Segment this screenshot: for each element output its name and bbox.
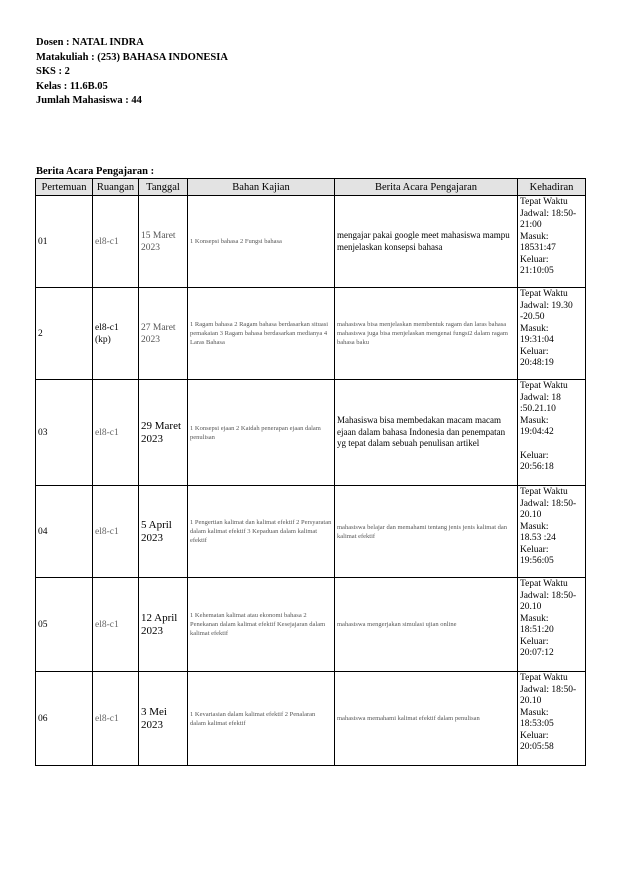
cell-tanggal: 29 Maret 2023	[139, 380, 188, 486]
cell-bahan-kajian: 1 Kehematan kalimat atau ekonomi bahasa 2 Penekanan dalam kalimat efektif Kesejajaran dalam kalimat efektif	[188, 578, 335, 672]
cell-kehadiran	[518, 486, 586, 578]
cell-tanggal: 15 Maret 2023	[139, 196, 188, 288]
cell-berita-acara: mahasiswa memahami kalimat efektif dalam penulisan	[335, 672, 518, 766]
kehadiran-masuk-label: Masuk:	[520, 707, 549, 718]
cell-tanggal: 3 Mei 2023	[139, 672, 188, 766]
col-header-pertemuan: Pertemuan	[36, 179, 93, 196]
kehadiran-keluar-label: Keluar:	[520, 450, 549, 461]
kehadiran-keluar-time: 19:56:05	[520, 556, 554, 566]
table-row	[36, 196, 586, 288]
kehadiran-status: Tepat Waktu	[520, 579, 568, 589]
dosen-line: Dosen : NATAL INDRA	[36, 37, 144, 48]
kehadiran-status: Tepat Waktu	[520, 487, 568, 497]
table-row	[36, 578, 586, 672]
berita-acara-table	[35, 178, 586, 766]
kehadiran-masuk-label: Masuk:	[520, 521, 549, 532]
cell-berita-acara: mahasiswa bisa menjelaskan membentuk ragam dan laras bahasa mahasiswa juga bisa menjelaskan mengenai fungsi2 dalam ragam bahasa baku	[335, 288, 518, 380]
cell-ruangan: el8-c1	[93, 672, 139, 766]
cell-bahan-kajian: 1 Ragam bahasa 2 Ragam bahasa berdasarkan situasi pemakaian 3 Ragam bahasa berdasarkan medianya 4 Laras Bahasa	[188, 288, 335, 380]
kehadiran-jadwal: Jadwal: 18:50-20.10	[520, 684, 577, 706]
kehadiran-status: Tepat Waktu	[520, 197, 568, 207]
kehadiran-masuk-time: 18531:47	[520, 243, 556, 253]
cell-ruangan: el8-c1	[93, 380, 139, 486]
cell-berita-acara: mengajar pakai google meet mahasiswa mampu menjelaskan konsepsi bahasa	[335, 196, 518, 288]
col-header-kehadiran: Kehadiran	[518, 179, 586, 196]
col-header-tanggal: Tanggal	[139, 179, 188, 196]
kehadiran-masuk-label: Masuk:	[520, 613, 549, 624]
table-row	[36, 288, 586, 380]
cell-tanggal: 5 April 2023	[139, 486, 188, 578]
table-header-row	[36, 179, 586, 196]
cell-tanggal: 12 April 2023	[139, 578, 188, 672]
document-header	[36, 36, 228, 109]
cell-kehadiran	[518, 672, 586, 766]
cell-kehadiran	[518, 578, 586, 672]
table-row	[36, 486, 586, 578]
cell-berita-acara: Mahasiswa bisa membedakan macam macam ejaan dalam bahasa Indonesia dan penempatan yg tepat dalam sebuah penulisan artikel	[335, 380, 518, 486]
col-header-ruangan: Ruangan	[93, 179, 139, 196]
kehadiran-keluar-time: 20:48:19	[520, 358, 554, 368]
kehadiran-masuk-time: 18:51:20	[520, 625, 554, 635]
kehadiran-masuk-label: Masuk:	[520, 323, 549, 334]
cell-ruangan: el8-c1	[93, 578, 139, 672]
kehadiran-jadwal: Jadwal: 18:50-20.10	[520, 590, 577, 612]
cell-bahan-kajian: 1 Pengertian kalimat dan kalimat efektif 2 Persyaratan dalam kalimat efektif 3 Kepaduan dalam kalimat efektif	[188, 486, 335, 578]
kehadiran-masuk-label: Masuk:	[520, 231, 549, 242]
cell-bahan-kajian: 1 Konsepsi ejaan 2 Kaidah penerapan ejaan dalam penulisan	[188, 380, 335, 486]
section-title: Berita Acara Pengajaran :	[36, 166, 155, 177]
cell-kehadiran	[518, 288, 586, 380]
table-row	[36, 380, 586, 486]
cell-ruangan: el8-c1	[93, 486, 139, 578]
kehadiran-masuk-time: 19:04:42	[520, 427, 554, 437]
cell-pertemuan: 04	[36, 486, 93, 578]
sks-line: SKS : 2	[36, 66, 70, 77]
cell-pertemuan: 03	[36, 380, 93, 486]
kehadiran-keluar-time: 20:07:12	[520, 648, 554, 658]
kelas-line: Kelas : 11.6B.05	[36, 80, 108, 92]
kehadiran-masuk-time: 18:53:05	[520, 719, 554, 729]
kehadiran-masuk-time: 19:31:04	[520, 335, 554, 345]
kehadiran-jadwal: Jadwal: 19.30 -20.50	[520, 300, 573, 322]
kehadiran-keluar-label: Keluar:	[520, 636, 549, 647]
kehadiran-status: Tepat Waktu	[520, 381, 568, 391]
kehadiran-keluar-label: Keluar:	[520, 254, 549, 265]
cell-bahan-kajian: 1 Konsepsi bahasa 2 Fungsi bahasa	[188, 196, 335, 288]
cell-pertemuan: 05	[36, 578, 93, 672]
kehadiran-keluar-time: 20:56:18	[520, 462, 554, 472]
cell-bahan-kajian: 1 Kevariasian dalam kalimat efektif 2 Penalaran dalam kalimat efektif	[188, 672, 335, 766]
matakuliah-line: Matakuliah : (253) BAHASA INDONESIA	[36, 51, 228, 63]
kehadiran-jadwal: Jadwal: 18:50-20.10	[520, 498, 577, 520]
cell-berita-acara: mahasiswa mengerjakan simulasi ujian online	[335, 578, 518, 672]
kehadiran-keluar-label: Keluar:	[520, 730, 549, 741]
col-header-berita-acara: Berita Acara Pengajaran	[335, 179, 518, 196]
cell-tanggal: 27 Maret 2023	[139, 288, 188, 380]
kehadiran-masuk-label: Masuk:	[520, 415, 549, 426]
kehadiran-jadwal: Jadwal: 18 :50.21.10	[520, 392, 561, 414]
kehadiran-keluar-label: Keluar:	[520, 346, 549, 357]
cell-ruangan: el8-c1 (kp)	[93, 288, 139, 380]
jumlah-mahasiswa-line: Jumlah Mahasiswa : 44	[36, 95, 142, 106]
kehadiran-masuk-time: 18.53 :24	[520, 533, 556, 543]
cell-pertemuan: 2	[36, 288, 93, 380]
cell-kehadiran	[518, 380, 586, 486]
kehadiran-status: Tepat Waktu	[520, 289, 568, 299]
cell-pertemuan: 06	[36, 672, 93, 766]
kehadiran-keluar-time: 21:10:05	[520, 266, 554, 276]
kehadiran-spacer	[520, 439, 583, 451]
kehadiran-keluar-label: Keluar:	[520, 544, 549, 555]
kehadiran-status: Tepat Waktu	[520, 673, 568, 683]
table-row	[36, 672, 586, 766]
kehadiran-keluar-time: 20:05:58	[520, 742, 554, 752]
col-header-bahan-kajian: Bahan Kajian	[188, 179, 335, 196]
cell-berita-acara: mahasiswa belajar dan memahami tentang jenis jenis kalimat dan kalimat efektif	[335, 486, 518, 578]
cell-pertemuan: 01	[36, 196, 93, 288]
cell-kehadiran	[518, 196, 586, 288]
kehadiran-jadwal: Jadwal: 18:50-21:00	[520, 208, 577, 230]
cell-ruangan: el8-c1	[93, 196, 139, 288]
